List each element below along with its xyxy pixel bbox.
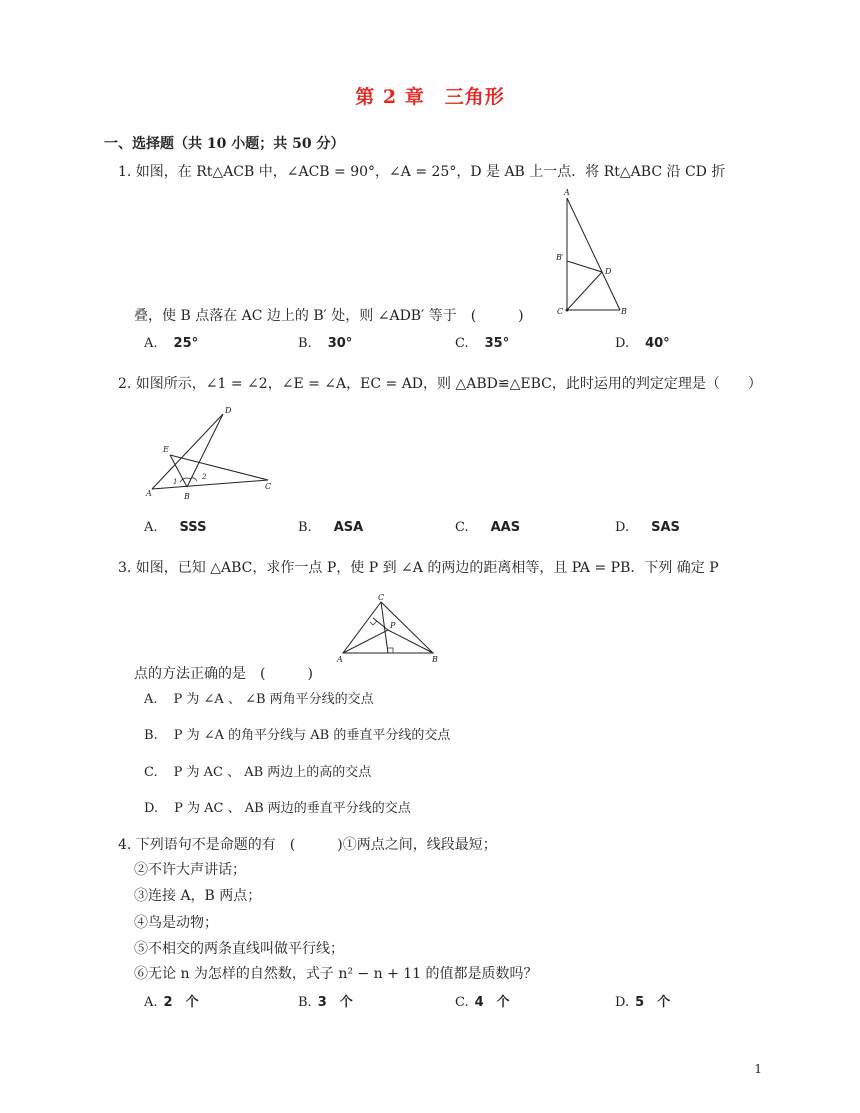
q3-label-P: P xyxy=(390,621,396,630)
q4-item-3: ③连接 A，B 两点； xyxy=(134,888,262,904)
section-heading: 一、选择题（共 10 小题；共 50 分） xyxy=(104,136,345,152)
q4-item-2: ②不许大声讲话； xyxy=(134,862,246,878)
q3-option-b[interactable]: B. P 为 ∠A 的角平分线与 AB 的垂直平分线的交点 xyxy=(144,728,451,743)
q3-figure xyxy=(333,590,443,670)
q3-option-d[interactable]: D. P 为 AC 、 AB 两边的垂直平分线的交点 xyxy=(144,801,411,816)
q1-stem-line1: 1. 如图，在 Rt△ACB 中，∠ACB = 90°，∠A = 25°，D 是 AB 上一点．将 Rt△ABC 沿 CD 折 xyxy=(118,164,726,180)
q1-label-C: C xyxy=(557,307,564,316)
q3-stem-line1: 3. 如图，已知 △ABC，求作一点 P，使 P 到 ∠A 的两边的距离相等，且 PA = PB．下列 确定 P xyxy=(118,560,719,576)
q2-option-b[interactable]: B. ASA xyxy=(298,520,364,535)
q2-label-B: B xyxy=(184,492,190,501)
q4-option-c[interactable]: C. 4 个 xyxy=(455,995,510,1010)
q3-label-B: B xyxy=(432,655,438,664)
q2-option-d[interactable]: D. SAS xyxy=(615,520,680,535)
q1-label-A: A xyxy=(564,188,570,197)
q2-label-C: C xyxy=(265,482,272,491)
q1-option-d[interactable]: D. 40° xyxy=(615,336,670,351)
q2-option-c[interactable]: C. AAS xyxy=(455,520,521,535)
page-number: 1 xyxy=(754,1062,762,1076)
q2-label-1: 1 xyxy=(173,478,178,486)
q1-label-B: B xyxy=(621,307,627,316)
q2-option-a[interactable]: A. SSS xyxy=(144,520,207,535)
q3-label-A: A xyxy=(337,655,343,664)
q4-option-d[interactable]: D. 5 个 xyxy=(615,995,671,1010)
q3-stem-line2: 点的方法正确的是 ( ) xyxy=(134,666,313,682)
q2-label-D: D xyxy=(225,406,232,415)
q3-option-a[interactable]: A. P 为 ∠A 、 ∠B 两角平分线的交点 xyxy=(144,692,374,707)
q4-item-6: ⑥无论 n 为怎样的自然数，式子 n² − n + 11 的值都是质数吗？ xyxy=(134,966,538,982)
q4-item-4: ④鸟是动物； xyxy=(134,915,218,931)
q4-option-a[interactable]: A. 2 个 xyxy=(144,995,199,1010)
q1-option-b[interactable]: B. 30° xyxy=(298,336,353,351)
q2-stem: 2. 如图所示，∠1 = ∠2，∠E = ∠A，EC = AD，则 △ABD≌△EBC，此时运用的判定定理是（ ） xyxy=(118,376,762,392)
q1-label-Bprime: B′ xyxy=(556,253,564,262)
q1-label-D: D xyxy=(605,267,612,276)
q1-option-c[interactable]: C. 35° xyxy=(455,336,510,351)
q3-option-c[interactable]: C. P 为 AC 、 AB 两边上的高的交点 xyxy=(144,765,372,780)
q1-option-a[interactable]: A. 25° xyxy=(144,336,199,351)
q1-stem-line2: 叠，使 B 点落在 AC 边上的 B′ 处，则 ∠ADB′ 等于 ( ) xyxy=(134,308,524,324)
q2-label-E: E xyxy=(163,445,169,454)
q2-label-A: A xyxy=(146,489,152,498)
q4-option-b[interactable]: B. 3 个 xyxy=(298,995,353,1010)
q4-stem: 4. 下列语句不是命题的有 ( )①两点之间，线段最短； xyxy=(118,837,497,853)
q2-label-2: 2 xyxy=(202,473,207,481)
q4-item-5: ⑤不相交的两条直线叫做平行线； xyxy=(134,941,344,957)
q3-label-C: C xyxy=(378,593,385,602)
q2-figure xyxy=(140,402,280,502)
chapter-title: 第 2 章 三角形 xyxy=(355,86,505,108)
q1-figure xyxy=(550,186,635,321)
